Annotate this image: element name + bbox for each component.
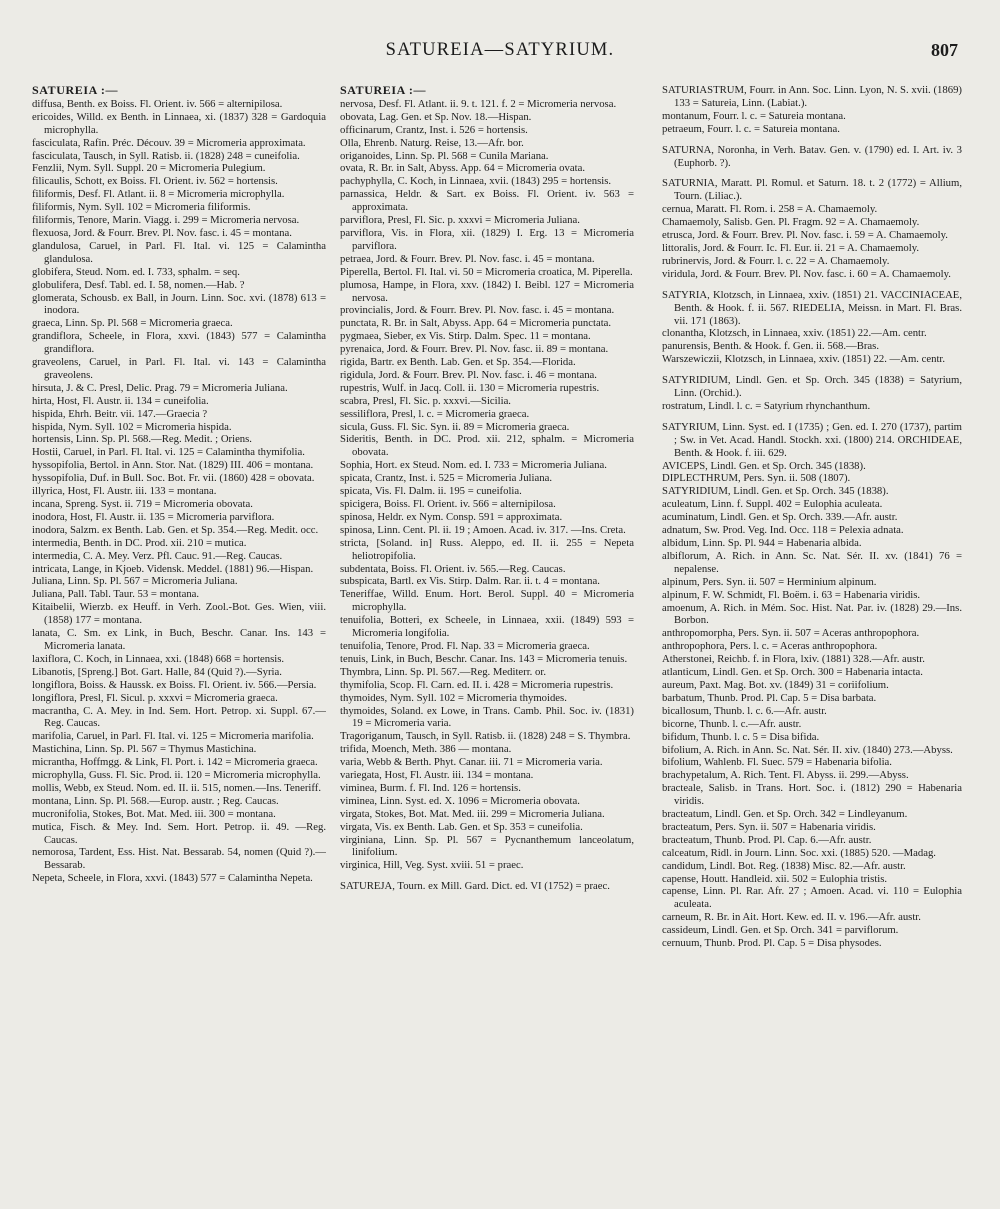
dictionary-entry: laxiflora, C. Koch, in Linnaea, xxi. (1848) 668 = hortensis. (32, 652, 285, 665)
running-head: SATUREIA—SATYRIUM. (385, 40, 615, 60)
dictionary-entry: Fenzlii, Nym. Syll. Suppl. 20 = Micromeria Pulegium. (32, 162, 266, 175)
dictionary-entry: intricata, Lange, in Kjoeb. Vidensk. Meddel. (1881) 96.—Hispan. (32, 562, 314, 575)
dictionary-entry: petraea, Jord. & Fourr. Brev. Pl. Nov. fasc. i. 45 = montana. (340, 252, 595, 265)
dictionary-entry: longiflora, Presl, Fl. Sicul. p. xxxvi = Micromeria graeca. (32, 691, 278, 704)
dictionary-entry: ericoides, Willd. ex Benth. in Linnaea, xi. (1837) 328 = Gardoquia microphylla. (32, 110, 326, 136)
dictionary-entry: anthropophora, Pers. l. c. = Aceras anthropophora. (662, 640, 878, 653)
dictionary-entry: viminea, Linn. Syst. ed. X. 1096 = Micromeria obovata. (340, 794, 580, 807)
dictionary-entry: inodora, Salzm. ex Benth. Lab. Gen. et Sp. 354.—Reg. Medit. occ. (32, 523, 319, 536)
dictionary-entry: rigida, Bartr. ex Benth. Lab. Gen. et Sp. 354.—Florida. (340, 356, 576, 369)
dictionary-entry: filiformis, Desf. Fl. Atlant. ii. 8 = Micromeria microphylla. (32, 188, 285, 201)
dictionary-entry: atlanticum, Lindl. Gen. et Sp. Orch. 300 = Habenaria intacta. (662, 666, 923, 679)
dictionary-entry: rostratum, Lindl. l. c. = Satyrium rhynchanthum. (662, 399, 871, 412)
dictionary-entry: filiformis, Tenore, Marin. Viagg. i. 299 = Micromeria nervosa. (32, 214, 300, 227)
dictionary-entry: micrantha, Hoffmgg. & Link, Fl. Port. i. 142 = Micromeria graeca. (32, 756, 318, 769)
dictionary-entry: bracteatum, Lindl. Gen. et Sp. Orch. 342 = Lindleyanum. (662, 808, 908, 821)
dictionary-entry: etrusca, Jord. & Fourr. Brev. Pl. Nov. fasc. i. 59 = A. Chamaemoly. (662, 229, 948, 242)
dictionary-entry: microphylla, Guss. Fl. Sic. Prod. ii. 120 = Micromeria microphylla. (32, 769, 321, 782)
dictionary-entry: ovata, R. Br. in Salt, Abyss. App. 64 = Micromeria ovata. (340, 162, 585, 175)
dictionary-entry: Warszewiczii, Klotzsch, in Linnaea, xxiv. (1851) 22. —Am. centr. (662, 353, 946, 366)
dictionary-entry: Chamaemoly, Salisb. Gen. Pl. Fragm. 92 = A. Chamaemoly. (662, 216, 920, 229)
dictionary-entry: SATYRIDIUM, Lindl. Gen. et Sp. Orch. 345 (1838) = Satyrium, Linn. (Orchid.). (662, 374, 962, 400)
dictionary-entry: parviflora, Presl, Fl. Sic. p. xxxvi = Micromeria Juliana. (340, 214, 580, 227)
dictionary-entry: Nepeta, Scheele, in Flora, xxvi. (1843) 577 = Calamintha Nepeta. (32, 872, 313, 885)
dictionary-entry: subspicata, Bartl. ex Vis. Stirp. Dalm. Rar. ii. t. 4 = montana. (340, 575, 600, 588)
dictionary-entry: macrantha, C. A. Mey. in Ind. Sem. Hort. Petrop. xi. Suppl. 67.—Reg. Caucas. (32, 704, 326, 730)
dictionary-entry: varia, Webb & Berth. Phyt. Canar. iii. 71 = Micromeria varia. (340, 756, 603, 769)
dictionary-entry: montanum, Fourr. l. c. = Satureia montana. (662, 109, 846, 122)
dictionary-entry: candidum, Lindl. Bot. Reg. (1838) Misc. 82.—Afr. austr. (662, 859, 906, 872)
dictionary-entry: bracteatum, Thunb. Prod. Pl. Cap. 6.—Afr. austr. (662, 833, 872, 846)
column-2 (340, 84, 634, 893)
dictionary-entry: Thymbra, Linn. Sp. Pl. 567.—Reg. Mediterr. or. (340, 665, 547, 678)
dictionary-entry: thymifolia, Scop. Fl. Carn. ed. II. i. 428 = Micromeria rupestris. (340, 678, 614, 691)
dictionary-entry: capense, Linn. Pl. Rar. Afr. 27 ; Amoen. Acad. vi. 110 = Eulophia aculeata. (662, 885, 962, 911)
dictionary-entry: acuminatum, Lindl. Gen. et Sp. Orch. 339.—Afr. austr. (662, 511, 898, 524)
dictionary-entry: tenuis, Link, in Buch, Beschr. Canar. Ins. 143 = Micromeria tenuis. (340, 652, 628, 665)
dictionary-entry: Teneriffae, Willd. Enum. Hort. Berol. Suppl. 40 = Micromeria microphylla. (340, 588, 634, 614)
dictionary-entry: spinosa, Heldr. ex Nym. Consp. 591 = approximata. (340, 510, 563, 523)
dictionary-entry: alpinum, F. W. Schmidt, Fl. Boëm. i. 63 = Habenaria viridis. (662, 588, 921, 601)
dictionary-entry: thymoides, Nym. Syll. 102 = Micromeria thymoides. (340, 691, 567, 704)
dictionary-entry: hortensis, Linn. Sp. Pl. 568.—Reg. Medit. ; Oriens. (32, 433, 252, 446)
dictionary-entry: SATYRIDIUM, Lindl. Gen. et Sp. Orch. 345 (1838). (662, 485, 889, 498)
dictionary-entry: cassideum, Lindl. Gen. et Sp. Orch. 341 = parviflorum. (662, 924, 899, 937)
dictionary-entry: bracteale, Salisb. in Trans. Hort. Soc. i. (1812) 290 = Habenaria viridis. (662, 782, 962, 808)
dictionary-entry: mutica, Fisch. & Mey. Ind. Sem. Hort. Petrop. ii. 49. —Reg. Caucas. (32, 820, 326, 846)
dictionary-entry: calceatum, Ridl. in Journ. Linn. Soc. xxi. (1885) 520. —Madag. (662, 846, 936, 859)
dictionary-entry: stricta, [Soland. in] Russ. Aleppo, ed. II. ii. 255 = Nepeta heliotropifolia. (340, 536, 634, 562)
dictionary-entry: graveolens, Caruel, in Parl. Fl. Ital. vi. 143 = Calamintha graveolens. (32, 356, 326, 381)
dictionary-entry: spicigera, Boiss. Fl. Orient. iv. 566 = alternipilosa. (340, 498, 556, 510)
dictionary-entry: tenuifolia, Botteri, ex Scheele, in Linnaea, xxii. (1849) 593 = Micromeria longifolia. (340, 614, 634, 640)
dictionary-entry: punctata, R. Br. in Salt, Abyss. App. 64 = Micromeria punctata. (340, 317, 612, 330)
dictionary-entry: Mastichina, Linn. Sp. Pl. 567 = Thymus Mastichina. (32, 743, 257, 756)
dictionary-entry: capense, Houtt. Handleid. xii. 502 = Eulophia tristis. (662, 872, 888, 885)
dictionary-entry: SATURIASTRUM, Fourr. in Ann. Soc. Linn. Lyon, N. S. xvii. (1869) 133 = Satureia, Linn. (Labiat.). (662, 84, 962, 109)
dictionary-entry: trifida, Moench, Meth. 386 — montana. (340, 743, 512, 756)
dictionary-entry: montana, Linn. Sp. Pl. 568.—Europ. austr. ; Reg. Caucas. (32, 794, 279, 807)
dictionary-entry: nervosa, Desf. Fl. Atlant. ii. 9. t. 121. f. 2 = Micromeria nervosa. (340, 97, 617, 110)
section-heading: SATUREIA :— (32, 83, 119, 97)
page-number: 807 (931, 40, 958, 60)
dictionary-entry: pyrenaica, Jord. & Fourr. Brev. Pl. Nov. fasc. ii. 89 = montana. (340, 343, 609, 356)
dictionary-entry: amoenum, A. Rich. in Mém. Soc. Hist. Nat. Par. iv. (1828) 29.—Ins. Borbon. (662, 601, 962, 627)
dictionary-entry: glandulosa, Caruel, in Parl. Fl. Ital. vi. 125 = Calamintha glandulosa. (32, 239, 326, 265)
dictionary-entry: bicorne, Thunb. l. c.—Afr. austr. (662, 717, 802, 730)
dictionary-entry: AVICEPS, Lindl. Gen. et Sp. Orch. 345 (1838). (662, 459, 866, 472)
dictionary-entry: glomerata, Schousb. ex Ball, in Journ. Linn. Soc. xvi. (1878) 613 = inodora. (32, 291, 326, 317)
dictionary-entry: littoralis, Jord. & Fourr. Ic. Fl. Eur. ii. 21 = A. Chamaemoly. (662, 241, 920, 254)
dictionary-entry: viridula, Jord. & Fourr. Brev. Pl. Nov. fasc. i. 60 = A. Chamaemoly. (662, 267, 951, 280)
dictionary-entry: rigidula, Jord. & Fourr. Brev. Pl. Nov. fasc. i. 46 = montana. (340, 368, 597, 381)
dictionary-entry: variegata, Host, Fl. Austr. iii. 134 = montana. (340, 769, 534, 782)
dictionary-entry: illyrica, Host, Fl. Austr. iii. 133 = montana. (32, 485, 217, 498)
dictionary-entry: SATYRIUM, Linn. Syst. ed. I (1735) ; Gen. ed. I. 270 (1737), partim ; Sw. in Vet. Acad. Handl. Stockh. xxi. (1800) 214. ORCHIDEAE, Benth. & Hook. f. iii. 629. (662, 420, 962, 459)
dictionary-entry: Olla, Ehrenb. Naturg. Reise, 13.—Afr. bor. (340, 136, 524, 149)
dictionary-entry: albiflorum, A. Rich. in Ann. Sc. Nat. Sér. II. xv. (1841) 76 = nepalense. (662, 549, 962, 575)
dictionary-entry: aureum, Paxt. Mag. Bot. xv. (1849) 31 = coriifolium. (662, 678, 889, 691)
dictionary-entry: bracteatum, Pers. Syn. ii. 507 = Habenaria viridis. (662, 820, 876, 833)
dictionary-entry: carneum, R. Br. in Ait. Hort. Kew. ed. II. v. 196.—Afr. austr. (662, 911, 921, 924)
dictionary-entry: albidum, Linn. Sp. Pl. 944 = Habenaria albida. (662, 537, 862, 549)
dictionary-entry: mollis, Webb, ex Steud. Nom. ed. II. ii. 515, nomen.—Ins. Teneriff. (32, 781, 321, 794)
dictionary-entry: viminea, Burm. f. Fl. Ind. 126 = hortensis. (340, 781, 521, 794)
dictionary-entry: Juliana, Pall. Tabl. Taur. 53 = montana. (32, 588, 200, 601)
dictionary-entry: Hostii, Caruel, in Parl. Fl. Ital. vi. 125 = Calamintha thymifolia. (32, 446, 305, 459)
dictionary-entry: globulifera, Desf. Tabl. ed. I. 58, nomen.—Hab. ? (32, 278, 245, 291)
dictionary-entry: lanata, C. Sm. ex Link, in Buch, Beschr. Canar. Ins. 143 = Micromeria lanata. (32, 627, 326, 652)
column-3 (662, 84, 962, 950)
dictionary-entry: clonantha, Klotzsch, in Linnaea, xxiv. (1851) 22.—Am. centr. (662, 327, 927, 340)
dictionary-entry: Sophia, Hort. ex Steud. Nom. ed. I. 733 = Micromeria Juliana. (340, 459, 607, 472)
dictionary-entry: nemorosa, Tardent, Ess. Hist. Nat. Bessarab. 54, nomen (Quid ?).—Bessarab. (32, 846, 326, 872)
dictionary-entry: grandiflora, Scheele, in Flora, xxvi. (1843) 577 = Calamintha grandiflora. (32, 330, 326, 356)
dictionary-entry: bifolium, Wahlenb. Fl. Suec. 579 = Habenaria bifolia. (662, 756, 892, 769)
dictionary-entry: virginica, Hill, Veg. Syst. xviii. 51 = praec. (340, 859, 524, 872)
dictionary-entry: spicata, Vis. Fl. Dalm. ii. 195 = cuneifolia. (340, 485, 522, 498)
dictionary-entry: officinarum, Crantz, Inst. i. 526 = hortensis. (340, 123, 528, 136)
dictionary-entry: Juliana, Linn. Sp. Pl. 567 = Micromeria Juliana. (32, 575, 238, 588)
dictionary-entry: cernuum, Thunb. Prod. Pl. Cap. 5 = Disa physodes. (662, 937, 882, 950)
dictionary-entry: obovata, Lag. Gen. et Sp. Nov. 18.—Hispan. (340, 110, 532, 123)
page-header (0, 38, 1000, 78)
dictionary-entry: intermedia, Benth. in DC. Prod. xii. 210 = mutica. (32, 536, 247, 549)
dictionary-entry: hispida, Nym. Syll. 102 = Micromeria hispida. (32, 420, 232, 433)
dictionary-entry: provincialis, Jord. & Fourr. Brev. Pl. Nov. fasc. i. 45 = montana. (340, 304, 615, 317)
dictionary-entry: brachypetalum, A. Rich. Tent. Fl. Abyss. ii. 299.—Abyss. (662, 769, 909, 782)
dictionary-entry: Piperella, Bertol. Fl. Ital. vi. 50 = Micromeria croatica, M. Piperella. (340, 265, 633, 278)
dictionary-entry: marifolia, Caruel, in Parl. Fl. Ital. vi. 125 = Micromeria marifolia. (32, 730, 314, 743)
dictionary-entry: bifolium, A. Rich. in Ann. Sc. Nat. Sér. II. xiv. (1840) 273.—Abyss. (662, 743, 953, 756)
dictionary-entry: subdentata, Boiss. Fl. Orient. iv. 565.—Reg. Caucas. (340, 562, 566, 575)
dictionary-entry: SATURNIA, Maratt. Pl. Romul. et Saturn. 18. t. 2 (1772) = Allium, Tourn. (Liliac.). (662, 177, 962, 203)
dictionary-entry: SATUREJA, Tourn. ex Mill. Gard. Dict. ed. VI (1752) = praec. (340, 880, 610, 893)
dictionary-entry: pachyphylla, C. Koch, in Linnaea, xvii. (1843) 295 = hortensis. (340, 175, 612, 188)
dictionary-entry: origanoides, Linn. Sp. Pl. 568 = Cunila Mariana. (340, 149, 549, 162)
dictionary-entry: sessiliflora, Presl, l. c. = Micromeria graeca. (340, 407, 530, 420)
dictionary-entry: intermedia, C. A. Mey. Verz. Pfl. Cauc. 91.—Reg. Caucas. (32, 549, 283, 562)
dictionary-entry: hispida, Ehrh. Beitr. vii. 147.—Graecia ? (32, 407, 208, 420)
dictionary-entry: Libanotis, [Spreng.] Bot. Gart. Halle, 84 (Quid ?).—Syria. (32, 665, 282, 678)
dictionary-entry: fasciculata, Rafin. Préc. Découv. 39 = Micromeria approximata. (32, 136, 306, 149)
dictionary-entry: globifera, Steud. Nom. ed. I. 733, sphalm. = seq. (32, 265, 240, 278)
dictionary-entry: SATURNA, Noronha, in Verh. Batav. Gen. v. (1790) ed. I. Art. iv. 3 (Euphorb. ?). (662, 143, 962, 169)
dictionary-entry: plumosa, Hampe, in Flora, xxv. (1842) I. Beibl. 127 = Micromeria nervosa. (340, 278, 634, 304)
dictionary-entry: SATYRIA, Klotzsch, in Linnaea, xxiv. (1851) 21. VACCINIACEAE, Benth. & Hook. f. ii. 567. RIEDELIA, Meissn. in Mart. Fl. Bras. vii. 171 (1863). (662, 288, 962, 327)
dictionary-entry: spicata, Crantz, Inst. i. 525 = Micromeria Juliana. (340, 472, 553, 485)
dictionary-entry: rupestris, Wulf. in Jacq. Coll. ii. 130 = Micromeria rupestris. (340, 381, 600, 394)
dictionary-entry: incana, Spreng. Syst. ii. 719 = Micromeria obovata. (32, 498, 253, 510)
dictionary-entry: barbatum, Thunb. Prod. Pl. Cap. 5 = Disa barbata. (662, 691, 877, 704)
dictionary-entry: Atherstonei, Reichb. f. in Flora, lxiv. (1881) 328.—Afr. austr. (662, 653, 925, 666)
column-1 (32, 84, 326, 885)
dictionary-entry: bicallosum, Thunb. l. c. 6.—Afr. austr. (662, 704, 827, 717)
section-heading: SATUREIA :— (340, 83, 427, 97)
dictionary-entry: anthropomorpha, Pers. Syn. ii. 507 = Aceras anthropophora. (662, 627, 920, 640)
dictionary-entry: tenuifolia, Tenore, Prod. Fl. Nap. 33 = Micromeria graeca. (340, 639, 590, 652)
dictionary-entry: scabra, Presl, Fl. Sic. p. xxxvi.—Sicilia. (340, 394, 511, 407)
dictionary-entry: adnatum, Sw. Prod. Veg. Ind. Occ. 118 = Pelexia adnata. (662, 524, 904, 537)
dictionary-entry: diffusa, Benth. ex Boiss. Fl. Orient. iv. 566 = alternipilosa. (32, 97, 283, 110)
dictionary-entry: petraeum, Fourr. l. c. = Satureia montana. (662, 122, 840, 135)
dictionary-entry: pygmaea, Sieber, ex Vis. Stirp. Dalm. Spec. 11 = montana. (340, 330, 591, 343)
dictionary-entry: hirta, Host, Fl. Austr. ii. 134 = cuneifolia. (32, 394, 209, 407)
dictionary-entry: Tragoriganum, Tausch, in Syll. Ratisb. ii. (1828) 248 = S. Thymbra. (340, 730, 631, 743)
dictionary-entry: hirsuta, J. & C. Presl, Delic. Prag. 79 = Micromeria Juliana. (32, 381, 288, 394)
dictionary-entry: parviflora, Vis. in Flora, xii. (1829) I. Erg. 13 = Micromeria parviflora. (340, 226, 634, 252)
dictionary-entry: graeca, Linn. Sp. Pl. 568 = Micromeria graeca. (32, 317, 233, 330)
dictionary-entry: sicula, Guss. Fl. Sic. Syn. ii. 89 = Micromeria graeca. (340, 420, 570, 433)
dictionary-entry: inodora, Host, Fl. Austr. ii. 135 = Micromeria parviflora. (32, 510, 275, 523)
dictionary-entry: virgata, Vis. ex Benth. Lab. Gen. et Sp. 353 = cuneifolia. (340, 820, 583, 833)
dictionary-entry: spinosa, Linn. Cent. Pl. ii. 19 ; Amoen. Acad. iv. 317. —Ins. Creta. (340, 523, 626, 536)
dictionary-entry: cernua, Maratt. Fl. Rom. i. 258 = A. Chamaemoly. (662, 203, 878, 216)
dictionary-entry: hyssopifolia, Duf. in Bull. Soc. Bot. Fr. vii. (1860) 428 = obovata. (32, 472, 315, 485)
dictionary-entry: rubrinervis, Jord. & Fourr. l. c. 22 = A. Chamaemoly. (662, 254, 890, 267)
dictionary-entry: Kitaibelii, Wierzb. ex Heuff. in Verh. Zool.-Bot. Ges. Wien, viii. (1858) 177 = montana. (32, 601, 326, 627)
dictionary-entry: flexuosa, Jord. & Fourr. Brev. Pl. Nov. fasc. i. 45 = montana. (32, 226, 292, 239)
dictionary-entry: mucronifolia, Stokes, Bot. Mat. Med. iii. 300 = montana. (32, 807, 276, 820)
dictionary-entry: DIPLECTHRUM, Pers. Syn. ii. 508 (1807). (662, 472, 851, 485)
dictionary-entry: thymoides, Soland. ex Lowe, in Trans. Camb. Phil. Soc. iv. (1831) 19 = Micromeria varia. (340, 704, 634, 730)
dictionary-entry: parnassica, Heldr. & Sart. ex Boiss. Fl. Orient. iv. 563 = approximata. (340, 188, 634, 214)
dictionary-entry: filicaulis, Schott, ex Boiss. Fl. Orient. iv. 562 = hortensis. (32, 175, 278, 188)
dictionary-entry: aculeatum, Linn. f. Suppl. 402 = Eulophia aculeata. (662, 498, 883, 511)
dictionary-entry: fasciculata, Tausch, in Syll. Ratisb. ii. (1828) 248 = cuneifolia. (32, 149, 300, 162)
dictionary-entry: bifidum, Thunb. l. c. 5 = Disa bifida. (662, 730, 820, 743)
dictionary-entry: hyssopifolia, Bertol. in Ann. Stor. Nat. (1829) III. 406 = montana. (32, 459, 314, 472)
dictionary-entry: filiformis, Nym. Syll. 102 = Micromeria filiformis. (32, 201, 251, 214)
dictionary-entry: panurensis, Benth. & Hook. f. Gen. ii. 568.—Bras. (662, 340, 879, 353)
dictionary-entry: virginiana, Linn. Sp. Pl. 567 = Pycnanthemum lanceolatum, linifolium. (340, 833, 634, 859)
dictionary-entry: Sideritis, Benth. in DC. Prod. xii. 212, sphalm. = Micromeria obovata. (340, 433, 634, 459)
dictionary-entry: alpinum, Pers. Syn. ii. 507 = Herminium alpinum. (662, 575, 877, 588)
dictionary-entry: longiflora, Boiss. & Haussk. ex Boiss. Fl. Orient. iv. 566.—Persia. (32, 678, 317, 691)
dictionary-entry: virgata, Stokes, Bot. Mat. Med. iii. 299 = Micromeria Juliana. (340, 807, 605, 820)
